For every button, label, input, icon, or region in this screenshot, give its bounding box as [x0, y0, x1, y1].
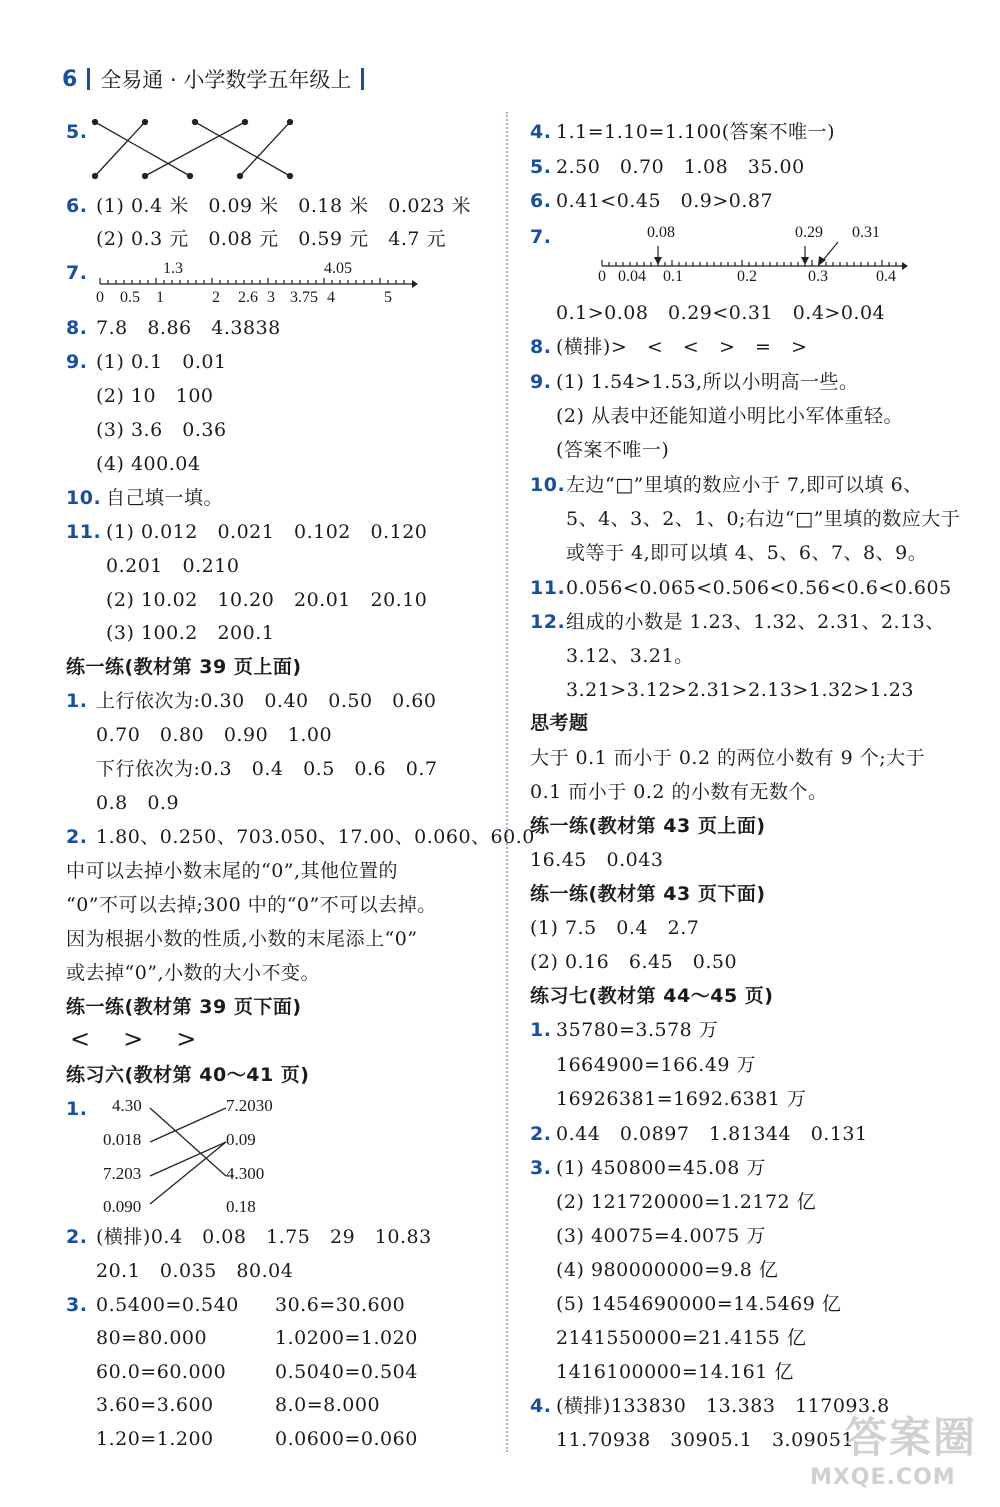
- q7-number: 7.: [66, 262, 88, 284]
- r-q7-tick-0-1: 0.1: [663, 268, 683, 285]
- s3q3-r5-b: 0.0600=0.060: [275, 1428, 418, 1450]
- r-q11-text: 0.056<0.065<0.506<0.56<0.6<0.605: [566, 577, 952, 599]
- r-q7-number: 7.: [530, 226, 552, 248]
- q7-label-1-3: 1.3: [163, 260, 183, 277]
- r-q12-number: 12.: [530, 611, 566, 633]
- r-q12-line3: 3.21>3.12>2.31>2.13>1.32>1.23: [566, 679, 914, 701]
- r-q7-label-0-31: 0.31: [852, 224, 880, 241]
- s3q3-r1-b: 30.6=30.600: [275, 1294, 406, 1316]
- s2-answers: < > >: [70, 1025, 197, 1053]
- q9-number: 9.: [66, 351, 88, 373]
- think-title: 思考题: [530, 712, 589, 734]
- s3q1-left-4: 0.090: [103, 1197, 142, 1216]
- r-q12-line1: 组成的小数是 1.23、1.32、2.31、2.13、: [566, 611, 945, 633]
- q7-tick-5: 5: [384, 289, 392, 306]
- s3q1-number: 1.: [66, 1098, 88, 1120]
- think-line2: 0.1 而小于 0.2 的小数有无数个。: [530, 781, 828, 803]
- section-title-43-top: 练一练(教材第 43 页上面): [530, 815, 766, 837]
- r-q7-tick-0-3: 0.3: [808, 268, 828, 285]
- s1q2-number: 2.: [66, 826, 88, 848]
- r-q7-tick-0-04: 0.04: [618, 268, 646, 285]
- q6-line1: (1) 0.4 米 0.09 米 0.18 米 0.023 米: [96, 195, 472, 217]
- s3q3-r2-b: 1.0200=1.020: [275, 1327, 418, 1349]
- r-q5-text: 2.50 0.70 1.08 35.00: [556, 156, 805, 178]
- s1q1-number: 1.: [66, 690, 88, 712]
- r-q7-tick-0-4: 0.4: [876, 268, 896, 285]
- q10-number: 10.: [66, 487, 102, 509]
- p3q2-number: 2.: [530, 1123, 552, 1145]
- q7-tick-0: 0: [96, 289, 104, 306]
- p3q3-line1: (1) 450800=45.08 万: [556, 1157, 766, 1179]
- q7-tick-1: 1: [156, 289, 164, 306]
- s1q1-line3: 下行依次为:0.3 0.4 0.5 0.6 0.7: [96, 758, 438, 780]
- s3q2-number: 2.: [66, 1226, 88, 1248]
- s3q3-number: 3.: [66, 1294, 88, 1316]
- r-q5-number: 5.: [530, 156, 552, 178]
- s1q1-line4: 0.8 0.9: [96, 792, 180, 814]
- q7-label-4-05: 4.05: [324, 260, 352, 277]
- q7-tick-3-75: 3.75: [290, 289, 318, 306]
- p3q1-line2: 1664900=166.49 万: [556, 1054, 757, 1076]
- p2-line1: (1) 7.5 0.4 2.7: [530, 917, 700, 939]
- q11-line1: (1) 0.012 0.021 0.102 0.120: [106, 521, 428, 543]
- s3q1-right-1: 7.2030: [226, 1096, 273, 1115]
- s3q1-right-4: 0.18: [226, 1197, 256, 1216]
- s3q3-r3-b: 0.5040=0.504: [275, 1361, 418, 1383]
- think-line1: 大于 0.1 而小于 0.2 的两位小数有 9 个;大于: [530, 747, 926, 769]
- q11-line3: (2) 10.02 10.20 20.01 20.10: [106, 589, 428, 611]
- s3q3-r1-a: 0.5400=0.540: [96, 1294, 239, 1316]
- r-q10-number: 10.: [530, 474, 566, 496]
- r-q7-label-0-08: 0.08: [647, 224, 675, 241]
- s1q1-line2: 0.70 0.80 0.90 1.00: [96, 724, 333, 746]
- section-title-39-top: 练一练(教材第 39 页上面): [66, 656, 302, 678]
- watermark-url: MXQE.COM: [810, 1465, 956, 1490]
- s3q1-right-2: 0.09: [226, 1130, 256, 1149]
- p3q4-line2: 11.70938 30905.1 3.09051: [556, 1429, 855, 1451]
- p1-text: 16.45 0.043: [530, 849, 664, 871]
- watermark-main: 答案圈: [845, 1413, 978, 1462]
- s1q1-line1: 上行依次为:0.30 0.40 0.50 0.60: [96, 690, 437, 712]
- s3q2-line1: (横排)0.4 0.08 1.75 29 10.83: [96, 1226, 432, 1248]
- r-q9-number: 9.: [530, 371, 552, 393]
- s1q2-line1: 1.80、0.250、703.050、17.00、0.060、60.0: [96, 826, 535, 848]
- q8-number: 8.: [66, 317, 88, 339]
- s3q1-right-3: 4.300: [226, 1164, 265, 1183]
- q11-line2: 0.201 0.210: [106, 555, 240, 577]
- r-q9-line2: (2) 从表中还能知道小明比小军体重轻。: [556, 405, 903, 427]
- s3q3-r4-b: 8.0=8.000: [275, 1394, 381, 1416]
- r-q10-line2: 5、4、3、2、1、0;右边“□”里填的数应大于: [566, 508, 961, 530]
- r-q9-line3: (答案不唯一): [556, 439, 670, 461]
- p3q3-line7: 1416100000=14.161 亿: [556, 1361, 794, 1383]
- r-q7-tick-0-2: 0.2: [737, 268, 757, 285]
- q10-text: 自己填一填。: [106, 487, 224, 509]
- s3q3-r5-a: 1.20=1.200: [96, 1428, 214, 1450]
- r-q9-line1: (1) 1.54>1.53,所以小明高一些。: [556, 371, 859, 393]
- s1q2-line3: “0”不可以去掉;300 中的“0”不可以去掉。: [66, 894, 437, 916]
- r-q4-text: 1.1=1.10=1.100(答案不唯一): [556, 121, 836, 143]
- p3q3-number: 3.: [530, 1157, 552, 1179]
- r-q8-number: 8.: [530, 336, 552, 358]
- s3q3-r2-a: 80=80.000: [96, 1327, 208, 1349]
- s3q2-line2: 20.1 0.035 80.04: [96, 1260, 294, 1282]
- s1q2-line5: 或去掉“0”,小数的大小不变。: [66, 962, 321, 984]
- p3q1-line3: 16926381=1692.6381 万: [556, 1088, 807, 1110]
- r-q11-number: 11.: [530, 577, 566, 599]
- r-q6-number: 6.: [530, 190, 552, 212]
- section-title-practice7: 练习七(教材第 44～45 页): [530, 985, 774, 1007]
- p3q3-line4: (4) 980000000=9.8 亿: [556, 1259, 779, 1281]
- q9-line2: (2) 10 100: [96, 385, 214, 407]
- p3q3-line2: (2) 121720000=1.2172 亿: [556, 1191, 817, 1213]
- r-q12-line2: 3.12、3.21。: [566, 645, 694, 667]
- s3q1-left-2: 0.018: [103, 1130, 142, 1149]
- s3q1-left-1: 4.30: [112, 1096, 142, 1115]
- section-title-39-bottom: 练一练(教材第 39 页下面): [66, 996, 302, 1018]
- q6-line2: (2) 0.3 元 0.08 元 0.59 元 4.7 元: [96, 228, 447, 250]
- r-q10-line3: 或等于 4,即可以填 4、5、6、7、8、9。: [566, 542, 928, 564]
- s3q3-r3-a: 60.0=60.000: [96, 1361, 227, 1383]
- p3q4-line1: (横排)133830 13.383 117093.8: [556, 1395, 890, 1417]
- p3q3-line3: (3) 40075=4.0075 万: [556, 1225, 766, 1247]
- q6-number: 6.: [66, 195, 88, 217]
- p3q3-line6: 2141550000=21.4155 亿: [556, 1327, 807, 1349]
- r-q10-line1: 左边“□”里填的数应小于 7,即可以填 6、: [566, 474, 923, 496]
- r-q4-number: 4.: [530, 121, 552, 143]
- q5-number: 5.: [66, 121, 88, 143]
- s3q1-left-3: 7.203: [103, 1164, 142, 1183]
- p3q2-text: 0.44 0.0897 1.81344 0.131: [556, 1123, 868, 1145]
- q7-tick-0-5: 0.5: [120, 289, 140, 306]
- s3q3-r4-a: 3.60=3.600: [96, 1394, 214, 1416]
- section-title-43-bottom: 练一练(教材第 43 页下面): [530, 883, 766, 905]
- r-q6-text: 0.41<0.45 0.9>0.87: [556, 190, 774, 212]
- p3q1-number: 1.: [530, 1019, 552, 1041]
- q9-line1: (1) 0.1 0.01: [96, 351, 227, 373]
- q7-tick-2: 2: [212, 289, 220, 306]
- watermark: [810, 1385, 990, 1500]
- p3q1-line1: 35780=3.578 万: [556, 1019, 719, 1041]
- q7-tick-3: 3: [267, 289, 275, 306]
- p3q3-line5: (5) 1454690000=14.5469 亿: [556, 1293, 842, 1315]
- book-title: 全易通 · 小学数学五年级上: [100, 68, 352, 92]
- q7-tick-4: 4: [327, 289, 335, 306]
- q9-line3: (3) 3.6 0.36: [96, 419, 227, 441]
- q8-text: 7.8 8.86 4.3838: [96, 317, 281, 339]
- r-q7-tick-0: 0: [598, 268, 606, 285]
- q11-line4: (3) 100.2 200.1: [106, 622, 275, 644]
- r-q7-label-0-29: 0.29: [795, 224, 823, 241]
- q9-line4: (4) 400.04: [96, 453, 201, 475]
- s1q2-line4: 因为根据小数的性质,小数的末尾添上“0”: [66, 928, 418, 950]
- r-q8-text: (横排)> < < > = >: [556, 336, 808, 358]
- section-title-practice6: 练习六(教材第 40～41 页): [66, 1064, 310, 1086]
- q11-number: 11.: [66, 521, 102, 543]
- r-q7-compare: 0.1>0.08 0.29<0.31 0.4>0.04: [556, 302, 886, 324]
- q7-tick-2-6: 2.6: [238, 289, 258, 306]
- page-number: 6: [62, 66, 78, 92]
- s1q2-line2: 中可以去掉小数末尾的“0”,其他位置的: [66, 860, 399, 882]
- p3q4-number: 4.: [530, 1395, 552, 1417]
- p2-line2: (2) 0.16 6.45 0.50: [530, 951, 738, 973]
